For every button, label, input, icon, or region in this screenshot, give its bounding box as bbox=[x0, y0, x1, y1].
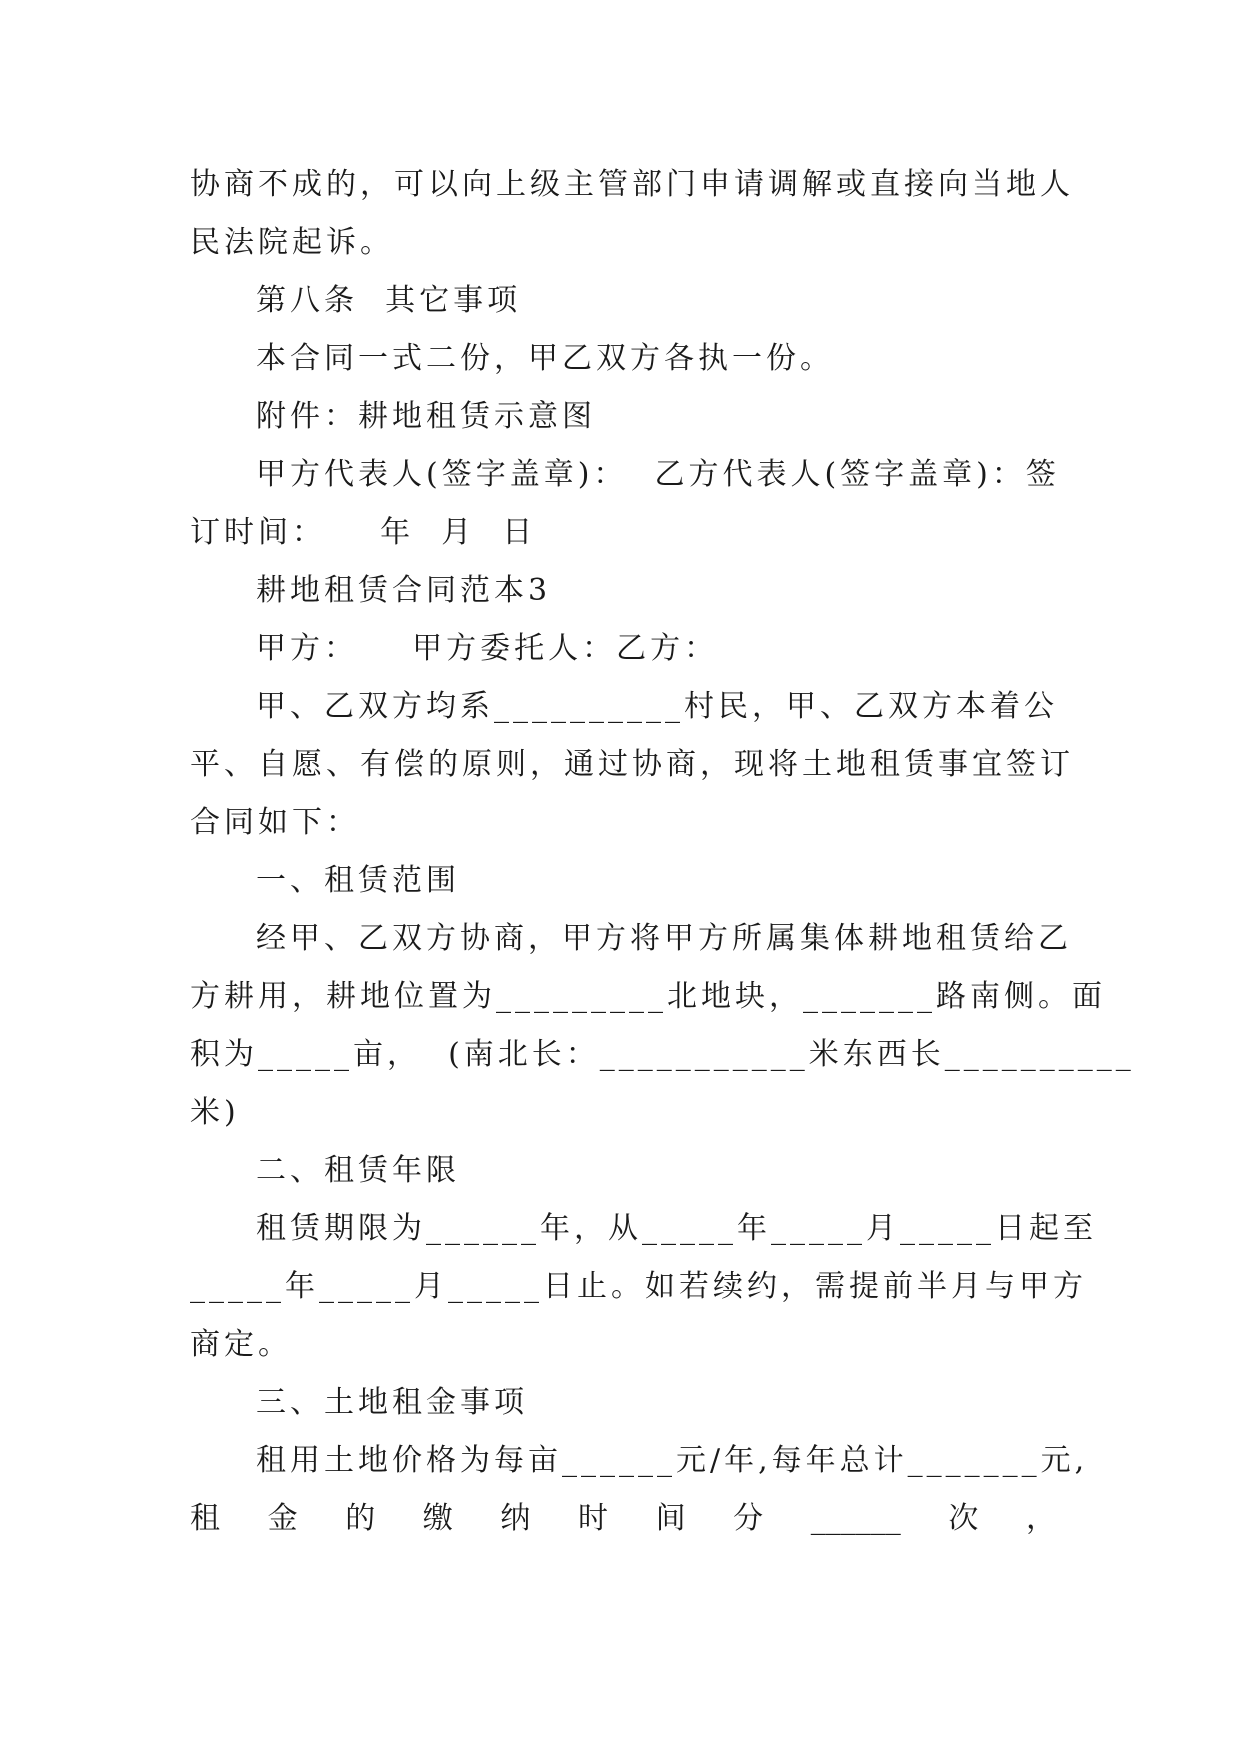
paragraph-line: 合同如下： bbox=[190, 805, 360, 840]
section-heading: 二、租赁年限 bbox=[256, 1153, 460, 1188]
paragraph-line: _____年_____月_____日止。如若续约，需提前半月与甲方 bbox=[190, 1269, 1087, 1304]
justified-word: 的 bbox=[345, 1501, 376, 1536]
paragraph-line: 租用土地价格为每亩______元/年,每年总计_______元, bbox=[256, 1443, 1089, 1478]
parties-line: 甲方： 甲方委托人：乙方： bbox=[256, 631, 719, 666]
section-heading: 第八条 其它事项 bbox=[256, 283, 522, 318]
paragraph-line: 商定。 bbox=[190, 1327, 292, 1362]
paragraph-line: 米) bbox=[190, 1095, 240, 1130]
justified-word: 租 bbox=[190, 1501, 220, 1536]
justified-line bbox=[190, 1499, 1056, 1539]
justified-word: 间 bbox=[655, 1501, 686, 1536]
paragraph-line: 民法院起诉。 bbox=[190, 225, 394, 260]
paragraph-line: 方耕用，耕地位置为_________北地块，_______路南侧。面 bbox=[190, 979, 1106, 1014]
justified-word: 次 bbox=[948, 1501, 979, 1536]
justified-word: 时 bbox=[577, 1501, 608, 1536]
section-heading: 一、租赁范围 bbox=[256, 863, 460, 898]
paragraph-line: 甲、乙双方均系__________村民，甲、乙双方本着公 bbox=[256, 689, 1058, 724]
document-title: 耕地租赁合同范本3 bbox=[256, 573, 552, 608]
paragraph-line: 附件：耕地租赁示意图 bbox=[256, 399, 596, 434]
justified-word: 金 bbox=[267, 1501, 298, 1536]
justified-word: 缴 bbox=[422, 1501, 453, 1536]
paragraph-line: 本合同一式二份，甲乙双方各执一份。 bbox=[256, 341, 834, 376]
justified-word: 纳 bbox=[500, 1501, 531, 1536]
signature-line: 甲方代表人(签字盖章)： 乙方代表人(签字盖章)：签 bbox=[256, 457, 1060, 492]
paragraph-line: 平、自愿、有偿的原则，通过协商，现将土地租赁事宜签订 bbox=[190, 747, 1074, 782]
paragraph-line: 经甲、乙双方协商，甲方将甲方所属集体耕地租赁给乙 bbox=[256, 921, 1072, 956]
paragraph-line: 积为_____亩， (南北长：___________米东西长__________ bbox=[190, 1037, 1135, 1072]
date-line: 订时间： 年 月 日 bbox=[190, 515, 537, 550]
section-heading: 三、土地租金事项 bbox=[256, 1385, 528, 1420]
justified-word: 分 bbox=[733, 1501, 764, 1536]
blank-field: ______ bbox=[810, 1501, 901, 1536]
paragraph-line: 租赁期限为______年，从_____年_____月_____日起至 bbox=[256, 1211, 1097, 1246]
paragraph-line: 协商不成的，可以向上级主管部门申请调解或直接向当地人 bbox=[190, 167, 1074, 202]
justified-word: ， bbox=[1025, 1501, 1056, 1536]
